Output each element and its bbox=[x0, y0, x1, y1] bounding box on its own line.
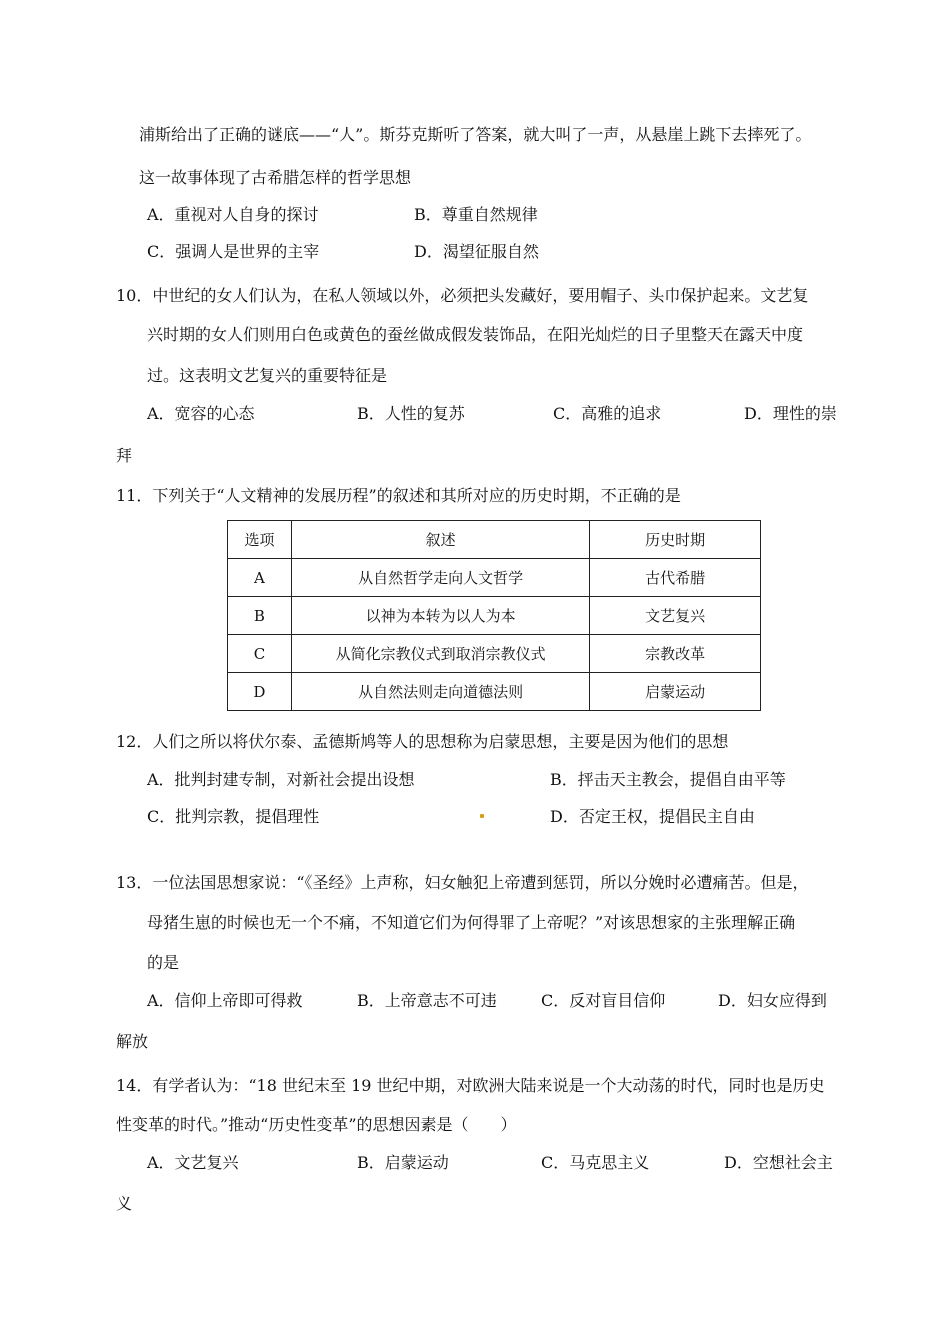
table-header-cell: 选项 bbox=[228, 521, 292, 559]
q13-option-c: C．反对盲目信仰 bbox=[541, 991, 666, 1010]
q13-option-a: A．信仰上帝即可得救 bbox=[147, 991, 303, 1010]
q14-wrap-text: 义 bbox=[116, 1194, 133, 1213]
q9-option-d: D．渴望征服自然 bbox=[414, 242, 539, 261]
table-row bbox=[228, 635, 761, 673]
q13-text-line: 13．一位法国思想家说：“《圣经》上声称，妇女触犯上帝遭到惩罚，所以分娩时必遭痛苦。但是， bbox=[116, 873, 809, 892]
table-row bbox=[228, 597, 761, 635]
q14-option-d: D．空想社会主 bbox=[724, 1153, 833, 1172]
q9-text-line: 浦斯给出了正确的谜底——“人”。斯芬克斯听了答案，就大叫了一声，从悬崖上跳下去摔死了。 bbox=[139, 125, 812, 144]
table-cell: 从自然哲学走向人文哲学 bbox=[291, 559, 589, 597]
q9-option-c: C．强调人是世界的主宰 bbox=[147, 242, 320, 261]
q9-option-a: A．重视对人自身的探讨 bbox=[147, 205, 319, 224]
q10-option-a: A．宽容的心态 bbox=[147, 404, 255, 423]
q14-option-b: B．启蒙运动 bbox=[357, 1153, 449, 1172]
q11-stem: 11．下列关于“人文精神的发展历程”的叙述和其所对应的历史时期，不正确的是 bbox=[116, 486, 681, 505]
table-header-row bbox=[228, 521, 761, 559]
table-cell: A bbox=[228, 559, 292, 597]
table-cell: 文艺复兴 bbox=[590, 597, 761, 635]
q10-option-b: B．人性的复苏 bbox=[357, 404, 465, 423]
q10-option-c: C．高雅的追求 bbox=[553, 404, 662, 423]
q10-text-line: 10．中世纪的女人们认为，在私人领域以外，必须把头发藏好，要用帽子、头巾保护起来。文艺复 bbox=[116, 286, 809, 305]
table-cell: C bbox=[228, 635, 292, 673]
q9-text-line: 这一故事体现了古希腊怎样的哲学思想 bbox=[139, 168, 412, 187]
q13-option-d: D．妇女应得到 bbox=[718, 991, 827, 1010]
table-header-cell: 叙述 bbox=[291, 521, 589, 559]
table-cell: 古代希腊 bbox=[590, 559, 761, 597]
q12-option-a: A．批判封建专制，对新社会提出设想 bbox=[147, 770, 415, 789]
q10-text-line: 过。这表明文艺复兴的重要特征是 bbox=[147, 366, 388, 385]
table-header-cell: 历史时期 bbox=[590, 521, 761, 559]
q12-stem: 12．人们之所以将伏尔泰、孟德斯鸠等人的思想称为启蒙思想，主要是因为他们的思想 bbox=[116, 732, 729, 751]
table-cell: 宗教改革 bbox=[590, 635, 761, 673]
q10-text-line: 兴时期的女人们则用白色或黄色的蚕丝做成假发装饰品，在阳光灿烂的日子里整天在露天中度 bbox=[147, 325, 804, 344]
table-row bbox=[228, 559, 761, 597]
q12-option-d: D．否定王权，提倡民主自由 bbox=[550, 807, 755, 826]
q13-wrap-text: 解放 bbox=[116, 1032, 149, 1051]
q12-option-c: C．批判宗教，提倡理性 bbox=[147, 807, 320, 826]
q13-text-line: 的是 bbox=[147, 953, 180, 972]
q10-option-d: D．理性的崇 bbox=[744, 404, 837, 423]
q14-option-c: C．马克思主义 bbox=[541, 1153, 650, 1172]
table-cell: 启蒙运动 bbox=[590, 673, 761, 711]
table-cell: 以神为本转为以人为本 bbox=[291, 597, 589, 635]
table-cell: B bbox=[228, 597, 292, 635]
q14-text-line: 14．有学者认为：“18 世纪末至 19 世纪中期，对欧洲大陆来说是一个大动荡的时代，同时也是历史 bbox=[116, 1076, 825, 1095]
q10-wrap-text: 拜 bbox=[116, 446, 133, 465]
q13-text-line: 母猪生崽的时候也无一个不痛，不知道它们为何得罪了上帝呢？”对该思想家的主张理解正确 bbox=[147, 913, 796, 932]
table-cell: 从简化宗教仪式到取消宗教仪式 bbox=[291, 635, 589, 673]
stray-mark bbox=[480, 814, 484, 818]
table-cell: D bbox=[228, 673, 292, 711]
q14-option-a: A．文艺复兴 bbox=[147, 1153, 239, 1172]
q13-option-b: B．上帝意志不可违 bbox=[357, 991, 497, 1010]
q12-option-b: B．抨击天主教会，提倡自由平等 bbox=[550, 770, 786, 789]
q14-text-line: 性变革的时代。”推动“历史性变革”的思想因素是（ ） bbox=[116, 1115, 517, 1134]
q9-option-b: B．尊重自然规律 bbox=[414, 205, 538, 224]
table-cell: 从自然法则走向道德法则 bbox=[291, 673, 589, 711]
q11-table bbox=[227, 520, 761, 711]
table-row bbox=[228, 673, 761, 711]
